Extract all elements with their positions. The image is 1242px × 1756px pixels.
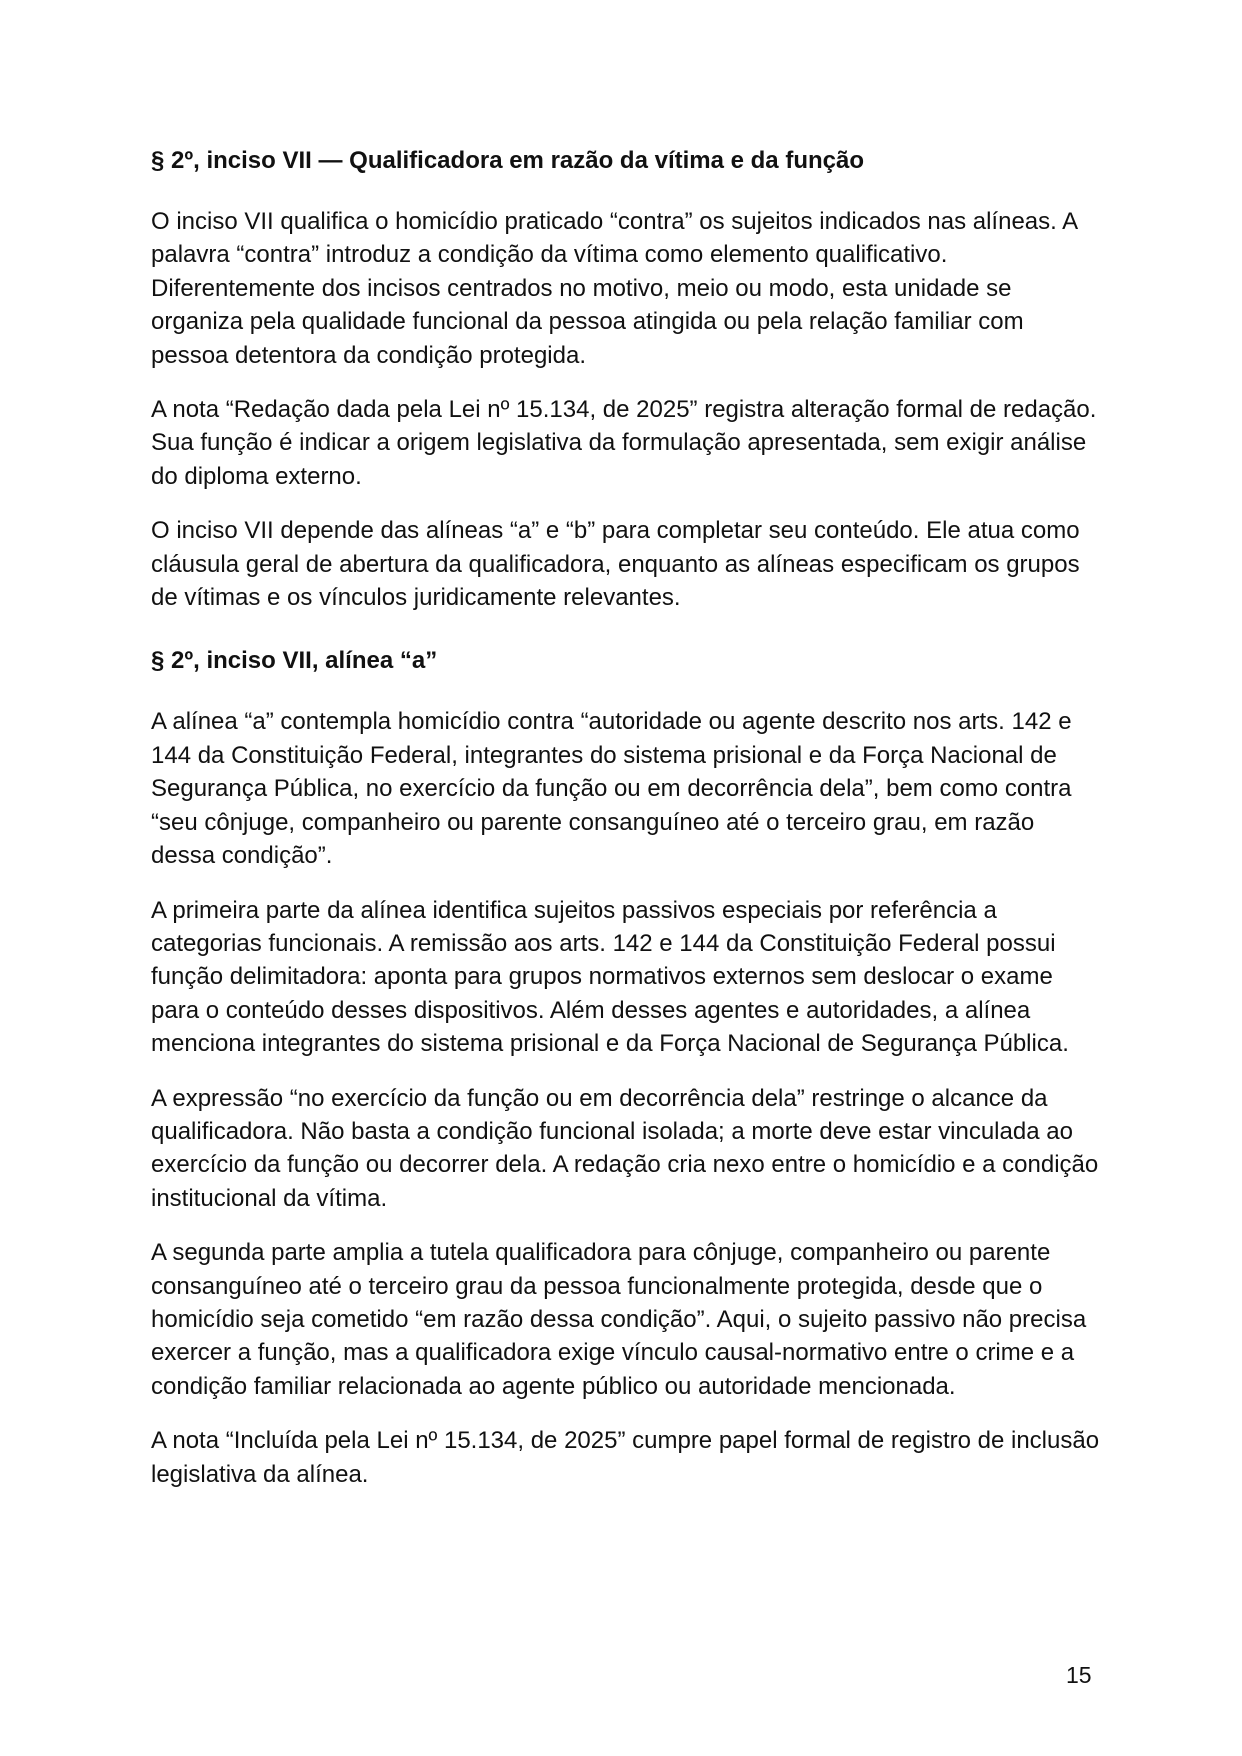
paragraph: A expressão “no exercício da função ou em decorrência dela” restringe o alcance da qualificadora. Não basta a condição funcional isolada; a morte deve estar vinculada ao exercício da função ou decorrer dela. A redação cria nexo entre o homicídio e a condição institucional da vítima. <box>151 1084 1099 1212</box>
paragraph: A segunda parte amplia a tutela qualificadora para cônjuge, companheiro ou parente consanguíneo até o terceiro grau da pessoa funcionalmente protegida, desde que o homicídio seja cometido “em razão dessa condição”. Aqui, o sujeito passivo não precisa exercer a função, mas a qualificadora exige vínculo causal-normativo entre o crime e a condição familiar relacionada ao agente público ou autoridade mencionada. <box>151 1239 1087 1400</box>
paragraph: A alínea “a” contempla homicídio contra “autoridade ou agente descrito nos arts. 142 e 144 da Constituição Federal, integrantes do sistema prisional e da Força Nacional de Segurança Pública, no exercício da função ou em decorrência dela”, bem como contra “seu cônjuge, companheiro ou parente consanguíneo até o terceiro grau, em razão dessa condição”. <box>151 708 1072 870</box>
paragraph: O inciso VII depende das alíneas “a” e “b” para completar seu conteúdo. Ele atua como cláusula geral de abertura da qualificadora, enquanto as alíneas especificam os grupos de vítimas e os vínculos juridicamente relevantes. <box>151 517 1080 612</box>
section-heading: § 2º, inciso VII, alínea “a” <box>151 647 438 675</box>
section-heading: § 2º, inciso VII — Qualificadora em razão da vítima e da função <box>151 147 864 174</box>
paragraph: O inciso VII qualifica o homicídio praticado “contra” os sujeitos indicados nas alíneas. A palavra “contra” introduz a condição da vítima como elemento qualificativo. Diferentemente dos incisos centrados no motivo, meio ou modo, esta unidade se organiza pela qualidade funcional da pessoa atingida ou pela relação familiar com pessoa detentora da condição protegida. <box>151 208 1077 369</box>
document-page <box>151 144 1101 1512</box>
section-alinea-a <box>151 644 1101 1491</box>
paragraph: A nota “Redação dada pela Lei nº 15.134, de 2025” registra alteração formal de redação. Sua função é indicar a origem legislativa da formulação apresentada, sem exigir análise do diploma externo. <box>151 396 1097 490</box>
page-number: 15 <box>1066 1662 1092 1688</box>
paragraph: A nota “Incluída pela Lei nº 15.134, de 2025” cumpre papel formal de registro de inclusão legislativa da alínea. <box>151 1427 1100 1488</box>
section-inciso-vii <box>151 144 1101 614</box>
paragraph: A primeira parte da alínea identifica sujeitos passivos especiais por referência a categorias funcionais. A remissão aos arts. 142 e 144 da Constituição Federal possui função delimitadora: aponta para grupos normativos externos sem deslocar o exame para o conteúdo desses dispositivos. Além desses agentes e autoridades, a alínea menciona integrantes do sistema prisional e da Força Nacional de Segurança Pública. <box>151 896 1069 1058</box>
